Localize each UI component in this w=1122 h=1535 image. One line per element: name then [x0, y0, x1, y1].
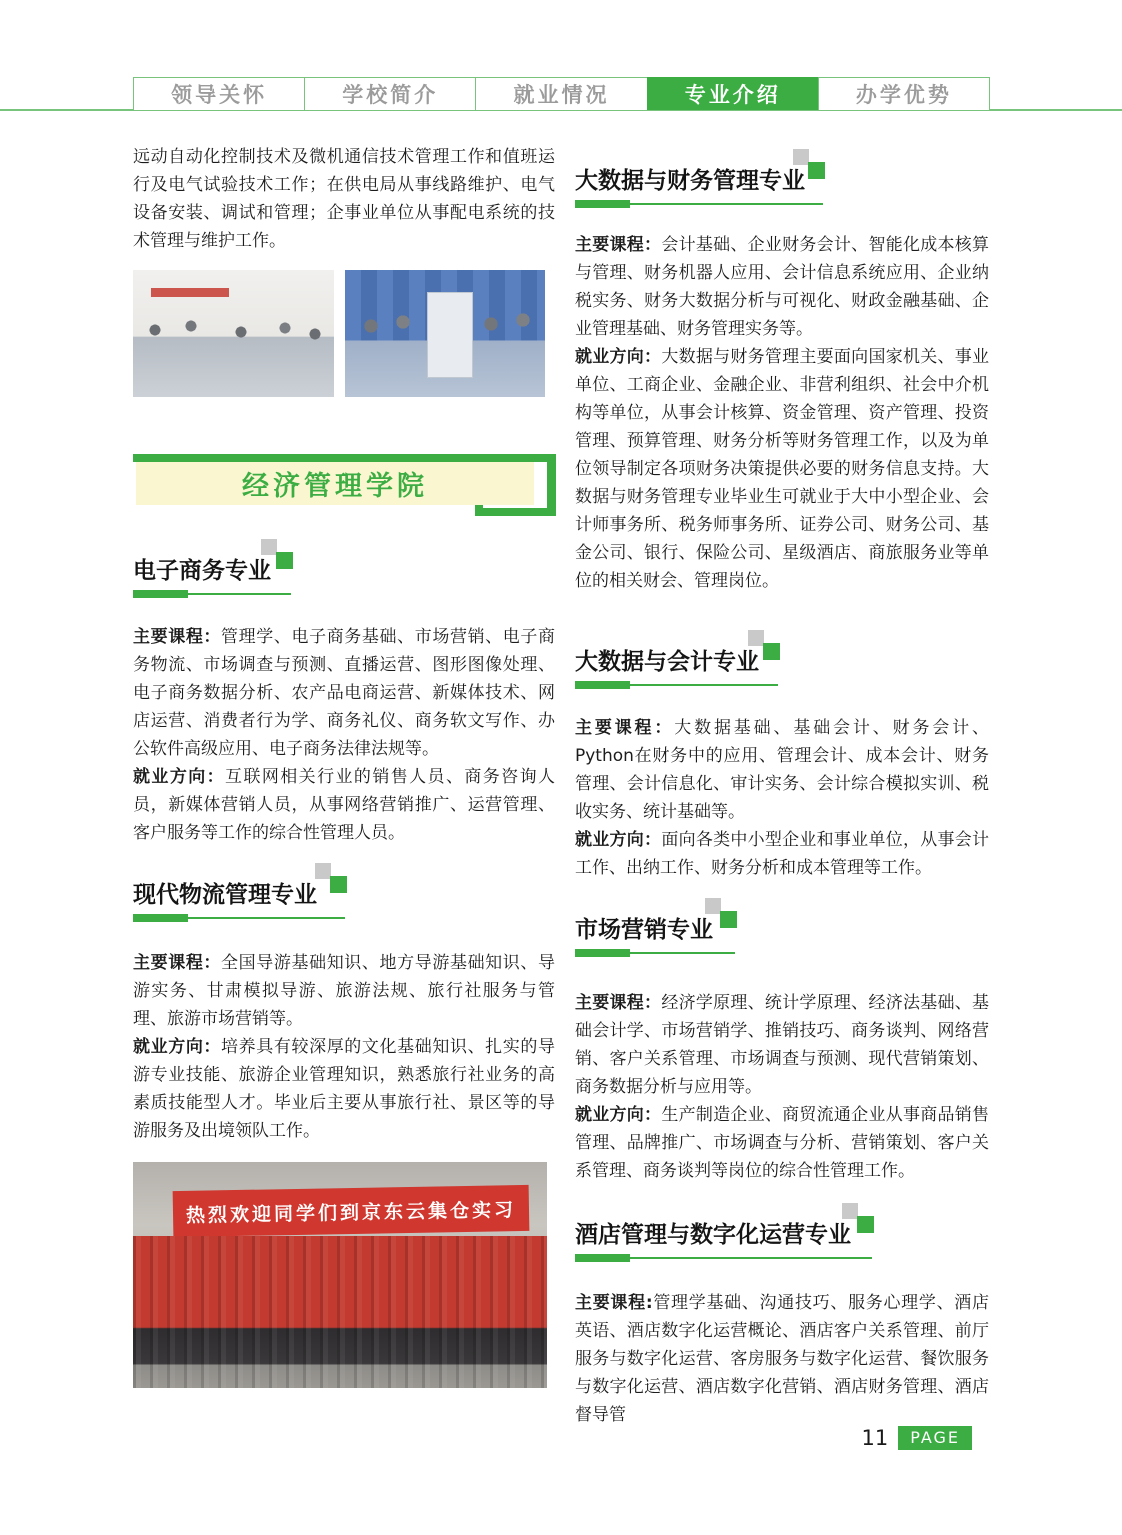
section-marketing	[575, 898, 989, 1185]
crowd-in-red-shirts	[133, 1236, 547, 1388]
major-title: 大数据与财务管理专业	[575, 168, 805, 194]
section-e-commerce	[133, 539, 555, 847]
decor-green-square-icon	[857, 1216, 874, 1233]
decor-gray-square-icon	[315, 863, 331, 879]
banner-top-bar	[133, 454, 556, 462]
major-heading	[133, 539, 291, 598]
major-heading	[575, 1203, 872, 1262]
courses-paragraph: 主要课程：大数据基础、基础会计、财务会计、Python在财务中的应用、管理会计、成本会计、财务管理、会计信息化、审计实务、会计综合模拟实训、税收实务、统计基础等。	[575, 718, 989, 822]
heading-underline	[575, 949, 735, 957]
major-title: 市场营销专业	[575, 917, 713, 943]
decor-gray-square-icon	[705, 898, 721, 914]
page-footer	[861, 1426, 972, 1450]
decor-gray-square-icon	[748, 630, 764, 646]
courses-paragraph: 主要课程：会计基础、企业财务会计、智能化成本核算与管理、财务机器人应用、会计信息系统应用、企业纳税实务、财务大数据分析与可视化、财政金融基础、企业管理基础、财务管理实务等。	[575, 235, 990, 339]
major-heading	[133, 863, 345, 922]
jobs-paragraph: 就业方向：生产制造企业、商贸流通企业从事商品销售管理、品牌推广、市场调查与分析、营销策划、客户关系管理、商务谈判等岗位的综合性管理工作。	[575, 1105, 990, 1181]
photo-banner-text: 热烈欢迎同学们到京东云集仓实习	[173, 1185, 530, 1237]
banner-hook-horizontal	[483, 508, 547, 516]
college-title: 经济管理学院	[242, 471, 428, 502]
tab-majors-active[interactable]: 专业介绍	[647, 77, 819, 110]
page-badge: PAGE	[898, 1426, 972, 1450]
banner-box	[136, 462, 534, 505]
decor-green-square-icon	[808, 162, 825, 179]
heading-underline	[575, 1254, 872, 1262]
intro-paragraph: 远动自动化控制技术及微机通信技术管理工作和值班运行及电气试验技术工作；在供电局从事线路维护、电气设备安装、调试和管理；企事业单位从事配电系统的技术管理与维护工作。	[133, 147, 555, 251]
section-hotel-management	[575, 1203, 989, 1429]
tab-school-advantages[interactable]: 办学优势	[818, 77, 990, 110]
heading-underline	[133, 590, 291, 598]
major-heading	[575, 898, 735, 957]
top-nav	[133, 77, 990, 110]
tab-school-intro[interactable]: 学校简介	[304, 77, 476, 110]
section-modern-logistics	[133, 863, 555, 1145]
decor-green-square-icon	[330, 876, 347, 893]
major-title: 大数据与会计专业	[575, 649, 759, 675]
major-heading	[575, 149, 823, 208]
jobs-paragraph: 就业方向：互联网相关行业的销售人员、商务咨询人员，新媒体营销人员，从事网络营销推广、运营管理、客户服务等工作的综合性管理人员。	[133, 767, 556, 843]
major-title: 酒店管理与数字化运营专业	[575, 1222, 851, 1248]
tab-leadership-care[interactable]: 领导关怀	[133, 77, 305, 110]
decor-green-square-icon	[763, 643, 780, 660]
tab-employment[interactable]: 就业情况	[475, 77, 647, 110]
jobs-paragraph: 就业方向：面向各类中小型企业和事业单位，从事会计工作、出纳工作、财务分析和成本管理等工作。	[575, 830, 990, 878]
section-big-data-financial-management	[575, 149, 989, 595]
equipment-demo-photo	[345, 270, 545, 397]
jobs-paragraph: 就业方向：大数据与财务管理主要面向国家机关、事业单位、工商企业、金融企业、非营利组织、社会中介机构等单位，从事会计核算、资金管理、资产管理、投资管理、预算管理、财务分析等财务管理工作，以及为单位领导制定各项财务决策提供必要的财务信息支持。大数据与财务管理专业毕业生可就业于大中小型企业、会计师事务所、税务师事务所、证券公司、财务公司、基金公司、银行、保险公司、星级酒店、商旅服务业等单位的相关财会、管理岗位。	[575, 347, 990, 591]
section-big-data-accounting	[575, 630, 989, 882]
major-title: 现代物流管理专业	[133, 882, 317, 908]
decor-green-square-icon	[720, 911, 737, 928]
courses-paragraph: 主要课程：经济学原理、统计学原理、经济法基础、基础会计学、市场营销学、推销技巧、商务谈判、网络营销、客户关系管理、市场调查与预测、现代营销策划、商务数据分析与应用等。	[575, 993, 990, 1097]
courses-paragraph: 主要课程：全国导游基础知识、地方导游基础知识、导游实务、甘肃模拟导游、旅游法规、旅行社服务与管理、旅游市场营销等。	[133, 953, 556, 1029]
jobs-paragraph: 就业方向：培养具有较深厚的文化基础知识、扎实的导游专业技能、旅游企业管理知识，熟悉旅行社业务的高素质技能型人才。毕业后主要从事旅行社、景区等的导游服务及出境领队工作。	[133, 1037, 556, 1141]
major-title: 电子商务专业	[133, 558, 271, 584]
courses-paragraph: 主要课程：管理学、电子商务基础、市场营销、电子商务物流、市场调查与预测、直播运营、图形图像处理、电子商务数据分析、农产品电商运营、新媒体技术、网店运营、消费者行为学、商务礼仪、商务软文写作、办公软件高级应用、电子商务法律法规等。	[133, 627, 556, 759]
lab-photos-row	[133, 270, 545, 397]
heading-underline	[133, 914, 345, 922]
major-heading	[575, 630, 778, 689]
banner-right-bar	[547, 454, 556, 516]
heading-underline	[575, 681, 778, 689]
decor-green-square-icon	[276, 552, 293, 569]
decor-gray-square-icon	[793, 149, 809, 165]
internship-group-photo	[133, 1162, 547, 1388]
college-banner	[133, 454, 556, 516]
decor-gray-square-icon	[261, 539, 277, 555]
courses-paragraph: 主要课程:管理学基础、沟通技巧、服务心理学、酒店英语、酒店数字化运营概论、酒店客户关系管理、前厅服务与数字化运营、客房服务与数字化运营、餐饮服务与数字化运营、酒店数字化营销、酒店财务管理、酒店督导管	[575, 1293, 989, 1425]
heading-underline	[575, 200, 823, 208]
training-lab-photo	[133, 270, 334, 397]
page-number: 11	[861, 1426, 889, 1450]
decor-gray-square-icon	[842, 1203, 858, 1219]
